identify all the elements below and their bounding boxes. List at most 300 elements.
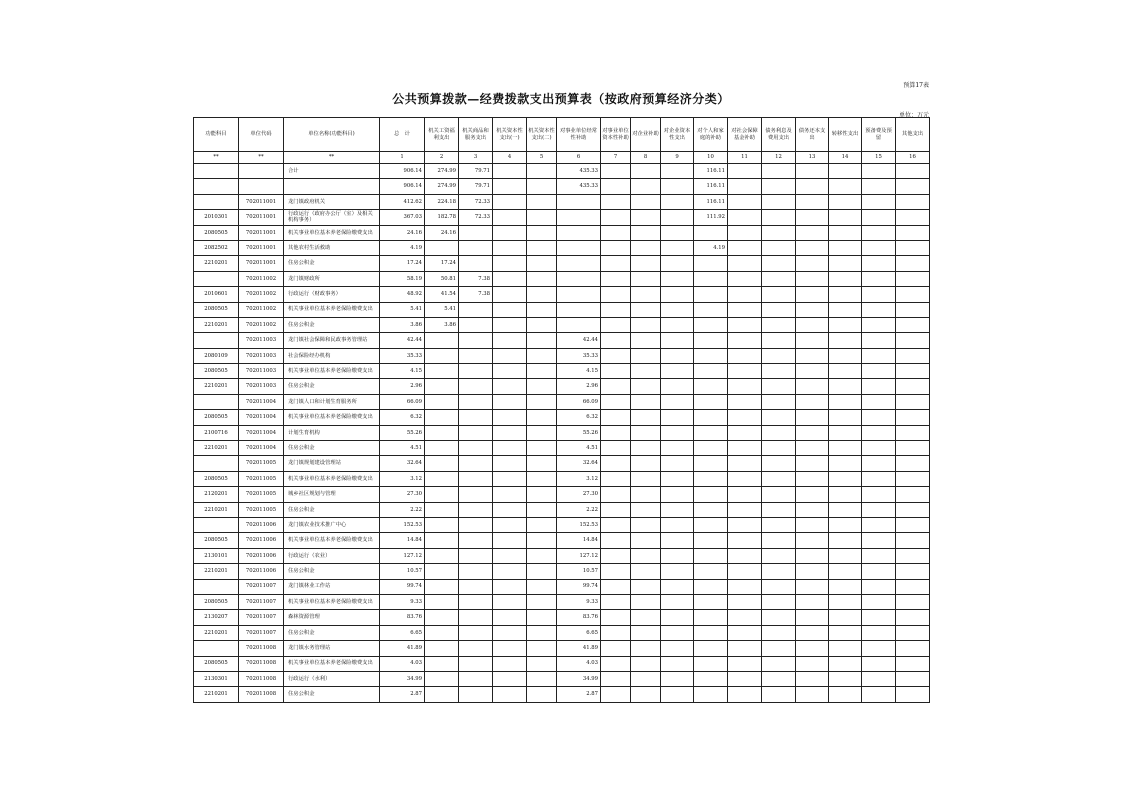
unit-code-cell: 702011006 [239,564,284,579]
column-header: 预备费及预留 [862,118,896,152]
amount-cell: 116.11 [694,179,728,194]
column-header: 对事业单位经常性补助 [557,118,601,152]
amount-cell [728,271,762,286]
amount-cell [896,441,930,456]
amount-cell [601,256,631,271]
amount-cell: 42.44 [557,333,601,348]
function-code-cell: 2080505 [194,533,239,548]
amount-cell [829,579,862,594]
unit-name-cell: 龙门镇人口和计划生育服务所 [284,394,380,409]
table-header [194,118,930,152]
amount-cell: 367.03 [380,210,425,225]
amount-cell [527,671,557,686]
amount-cell [493,225,527,240]
amount-cell [425,548,459,563]
amount-cell [527,379,557,394]
amount-cell: 182.78 [425,210,459,225]
amount-cell: 5.41 [425,302,459,317]
amount-cell [661,179,694,194]
amount-cell [862,210,896,225]
amount-cell [493,610,527,625]
amount-cell [631,533,661,548]
amount-cell [601,487,631,502]
amount-cell [493,164,527,179]
function-code-cell [194,194,239,209]
amount-cell: 906.14 [380,179,425,194]
amount-cell [459,333,493,348]
unit-name-cell: 机关事业单位基本养老保险缴费支出 [284,410,380,425]
function-code-cell: 2082502 [194,240,239,255]
amount-cell [728,379,762,394]
function-code-cell: 2210201 [194,564,239,579]
column-index-cell: 12 [762,152,796,164]
function-code-cell: 2080505 [194,656,239,671]
unit-name-cell: 森林资源管理 [284,610,380,625]
amount-cell [862,302,896,317]
amount-cell [459,656,493,671]
amount-cell [896,194,930,209]
amount-cell: 412.62 [380,194,425,209]
amount-cell [694,271,728,286]
page-title: 公共预算拨款—经费拨款支出预算表（按政府预算经济分类） [392,92,730,106]
amount-cell: 116.11 [694,194,728,209]
amount-cell [601,379,631,394]
amount-cell [527,425,557,440]
column-index-cell: 9 [661,152,694,164]
function-code-cell: 2210201 [194,317,239,332]
amount-cell [896,579,930,594]
amount-cell [862,517,896,532]
amount-cell [601,548,631,563]
amount-cell [459,641,493,656]
unit-code-cell: 702011007 [239,610,284,625]
amount-cell: 4.51 [380,441,425,456]
amount-cell [796,517,829,532]
amount-cell: 79.71 [459,164,493,179]
amount-cell: 4.19 [380,240,425,255]
amount-cell [762,641,796,656]
unit-name-cell: 合计 [284,164,380,179]
amount-cell [601,317,631,332]
amount-cell [728,564,762,579]
amount-cell [661,302,694,317]
amount-cell [493,471,527,486]
amount-cell [762,364,796,379]
amount-cell [493,441,527,456]
amount-cell: 7.38 [459,271,493,286]
amount-cell [694,641,728,656]
amount-cell [527,225,557,240]
unit-name-cell: 行政运行（农业） [284,548,380,563]
table-row [194,425,930,440]
amount-cell [601,671,631,686]
table-row [194,471,930,486]
amount-cell [601,210,631,225]
amount-cell [829,302,862,317]
amount-cell [631,225,661,240]
amount-cell: 2.96 [380,379,425,394]
function-code-cell: 2080505 [194,594,239,609]
amount-cell [459,687,493,702]
amount-cell [631,194,661,209]
amount-cell [459,517,493,532]
table-row [194,333,930,348]
amount-cell [493,425,527,440]
amount-cell [862,364,896,379]
amount-cell [796,333,829,348]
amount-cell [796,656,829,671]
amount-cell [631,502,661,517]
amount-cell [493,410,527,425]
column-header: 对事业单位资本性补助 [601,118,631,152]
amount-cell [694,610,728,625]
unit-name-cell: 社会保险经办机构 [284,348,380,363]
amount-cell [829,256,862,271]
amount-cell: 111.92 [694,210,728,225]
amount-cell: 55.26 [380,425,425,440]
amount-cell: 4.03 [380,656,425,671]
column-index-cell: 4 [493,152,527,164]
amount-cell [762,564,796,579]
amount-cell [601,333,631,348]
amount-cell [829,333,862,348]
function-code-cell: 2210201 [194,256,239,271]
amount-cell [459,441,493,456]
amount-cell [601,656,631,671]
function-code-cell: 2080505 [194,410,239,425]
amount-cell [601,271,631,286]
amount-cell [661,533,694,548]
function-code-cell: 2210201 [194,625,239,640]
amount-cell [425,240,459,255]
amount-cell [728,164,762,179]
amount-cell: 5.41 [380,302,425,317]
amount-cell [557,225,601,240]
amount-cell [425,425,459,440]
amount-cell [862,287,896,302]
amount-cell [796,210,829,225]
function-code-cell [194,641,239,656]
amount-cell [631,179,661,194]
amount-cell [527,410,557,425]
unit-name-cell: 住房公积金 [284,317,380,332]
amount-cell [796,425,829,440]
amount-cell [694,656,728,671]
amount-cell [829,471,862,486]
unit-code-cell: 702011001 [239,240,284,255]
amount-cell [661,317,694,332]
amount-cell [661,394,694,409]
amount-cell: 6.65 [557,625,601,640]
amount-cell: 41.89 [557,641,601,656]
amount-cell [862,579,896,594]
amount-cell [694,333,728,348]
amount-cell [796,579,829,594]
amount-cell [728,194,762,209]
function-code-cell: 2080505 [194,302,239,317]
amount-cell [762,394,796,409]
amount-cell [829,687,862,702]
amount-cell [862,487,896,502]
unit-code-cell: 702011002 [239,302,284,317]
amount-cell [762,425,796,440]
amount-cell [728,256,762,271]
unit-code-cell: 702011002 [239,317,284,332]
amount-cell [493,502,527,517]
unit-code-cell: 702011004 [239,394,284,409]
amount-cell: 32.64 [557,456,601,471]
amount-cell [661,471,694,486]
amount-cell [728,317,762,332]
amount-cell [694,317,728,332]
unit-name-cell: 行政运行（政府办公厅（室）及相关机构事务） [284,210,380,225]
amount-cell [557,256,601,271]
amount-cell [762,548,796,563]
column-index-row [194,152,930,164]
amount-cell [762,240,796,255]
amount-cell [762,594,796,609]
amount-cell: 50.81 [425,271,459,286]
column-index-cell: 3 [459,152,493,164]
amount-cell [762,610,796,625]
amount-cell [425,394,459,409]
amount-cell [661,625,694,640]
amount-cell [425,410,459,425]
amount-cell: 127.12 [557,548,601,563]
table-row [194,610,930,625]
amount-cell [862,533,896,548]
column-index-cell: 2 [425,152,459,164]
amount-cell [796,179,829,194]
table-row [194,656,930,671]
amount-cell [661,517,694,532]
amount-cell [694,379,728,394]
amount-cell [459,610,493,625]
amount-cell [896,394,930,409]
amount-cell [661,333,694,348]
column-header: 债务还本支出 [796,118,829,152]
amount-cell [728,471,762,486]
amount-cell: 79.71 [459,179,493,194]
amount-cell [796,441,829,456]
amount-cell [796,302,829,317]
amount-cell: 24.16 [380,225,425,240]
amount-cell [527,625,557,640]
unit-name-cell [284,179,380,194]
amount-cell [762,579,796,594]
amount-cell [601,594,631,609]
amount-cell [661,656,694,671]
table-row [194,487,930,502]
amount-cell [527,579,557,594]
amount-cell [631,579,661,594]
amount-cell [829,225,862,240]
amount-cell: 6.32 [380,410,425,425]
amount-cell [796,471,829,486]
amount-cell [896,333,930,348]
unit-code-cell [239,179,284,194]
amount-cell: 435.33 [557,179,601,194]
table-row [194,456,930,471]
amount-cell [862,379,896,394]
unit-code-cell: 702011005 [239,502,284,517]
table-row [194,164,930,179]
table-reference-number: 预算17表 [903,82,929,89]
column-header: 机关商品和服务支出 [459,118,493,152]
amount-cell [631,656,661,671]
amount-cell [493,656,527,671]
amount-cell [493,333,527,348]
amount-cell [601,579,631,594]
table-row [194,302,930,317]
amount-cell [762,194,796,209]
amount-cell: 48.92 [380,287,425,302]
amount-cell [694,256,728,271]
amount-cell [661,564,694,579]
table-row [194,533,930,548]
function-code-cell [194,179,239,194]
column-index-cell: ** [284,152,380,164]
unit-code-cell: 702011007 [239,579,284,594]
amount-cell: 6.65 [380,625,425,640]
amount-cell [728,548,762,563]
amount-cell [694,533,728,548]
amount-cell: 2.87 [557,687,601,702]
budget-table [193,117,930,703]
column-header: 对社会保障基金补助 [728,118,762,152]
column-header: 总 计 [380,118,425,152]
unit-name-cell: 行政运行（水利） [284,671,380,686]
amount-cell [829,533,862,548]
function-code-cell [194,333,239,348]
amount-cell [728,441,762,456]
amount-cell [493,348,527,363]
amount-cell [796,271,829,286]
amount-cell [862,594,896,609]
amount-cell [459,425,493,440]
amount-cell [694,487,728,502]
column-index-cell: 8 [631,152,661,164]
unit-code-cell: 702011003 [239,364,284,379]
amount-cell [829,625,862,640]
amount-cell [896,225,930,240]
column-index-cell: 15 [862,152,896,164]
amount-cell: 35.33 [557,348,601,363]
amount-cell [425,625,459,640]
amount-cell [527,441,557,456]
amount-cell [459,671,493,686]
amount-cell [896,364,930,379]
amount-cell [862,441,896,456]
amount-cell [631,410,661,425]
amount-cell [557,287,601,302]
amount-cell: 66.09 [380,394,425,409]
amount-cell [762,687,796,702]
amount-cell [527,533,557,548]
function-code-cell [194,271,239,286]
unit-name-cell: 城乡社区规划与管理 [284,487,380,502]
function-code-cell: 2130301 [194,671,239,686]
amount-cell [762,256,796,271]
amount-cell [862,548,896,563]
amount-cell [896,271,930,286]
amount-cell [796,394,829,409]
amount-cell [493,564,527,579]
amount-cell [459,317,493,332]
amount-cell [493,256,527,271]
amount-cell [796,456,829,471]
amount-cell [425,502,459,517]
amount-cell [796,641,829,656]
amount-cell [762,456,796,471]
unit-name-cell: 住房公积金 [284,441,380,456]
unit-code-cell: 702011006 [239,548,284,563]
amount-cell [601,425,631,440]
amount-cell [527,194,557,209]
amount-cell: 99.74 [557,579,601,594]
amount-cell [661,164,694,179]
amount-cell: 152.53 [380,517,425,532]
unit-name-cell: 其他农村生活救助 [284,240,380,255]
amount-cell [796,671,829,686]
amount-cell [631,564,661,579]
amount-cell [829,210,862,225]
amount-cell: 274.99 [425,164,459,179]
amount-cell [425,348,459,363]
amount-cell [601,471,631,486]
amount-cell [425,487,459,502]
amount-cell [601,179,631,194]
amount-cell [796,194,829,209]
amount-cell: 7.38 [459,287,493,302]
amount-cell [728,364,762,379]
amount-cell [527,471,557,486]
amount-cell [661,240,694,255]
table-row [194,687,930,702]
amount-cell [762,379,796,394]
amount-cell [631,287,661,302]
amount-cell [829,164,862,179]
amount-cell: 34.99 [380,671,425,686]
amount-cell: 6.32 [557,410,601,425]
amount-cell: 2.87 [380,687,425,702]
amount-cell [631,548,661,563]
amount-cell [762,517,796,532]
table-row [194,364,930,379]
unit-name-cell: 机关事业单位基本养老保险缴费支出 [284,594,380,609]
amount-cell [829,502,862,517]
unit-code-cell: 702011008 [239,641,284,656]
amount-cell [829,287,862,302]
amount-cell [459,410,493,425]
unit-name-cell: 龙门镇规划建设管理站 [284,456,380,471]
table-row [194,625,930,640]
amount-cell [896,379,930,394]
amount-cell: 4.51 [557,441,601,456]
unit-code-cell: 702011001 [239,225,284,240]
amount-cell [493,302,527,317]
unit-name-cell: 住房公积金 [284,564,380,579]
header-row [194,118,930,152]
amount-cell [661,441,694,456]
function-code-cell: 2080505 [194,471,239,486]
amount-cell [527,317,557,332]
amount-cell [527,256,557,271]
amount-cell [728,179,762,194]
amount-cell [601,564,631,579]
amount-cell [631,610,661,625]
amount-cell [694,502,728,517]
